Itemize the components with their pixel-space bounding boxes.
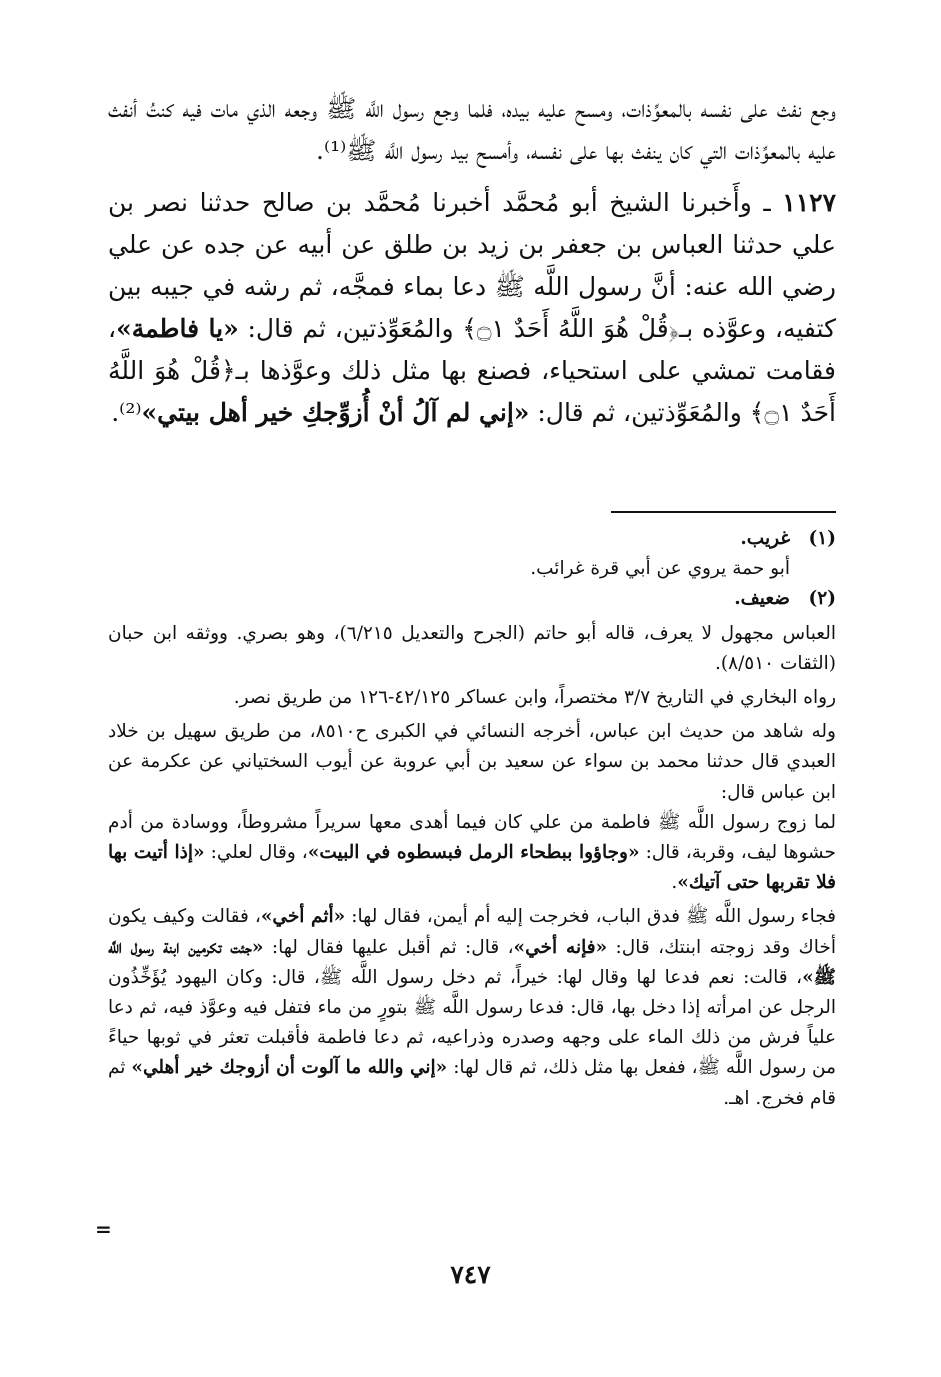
paragraph-continuation: وجع نفث على نفسه بالمعوِّذات، ومسح عليه بيده، فلما وجع رسول اللَّه ﷺ وجعه الذي مات فيه كنتُ أنفث عليه بالمعوِّذات التي كان ينفث بها على نفسه، وأمسح بيد رسول اللَّه ﷺ⁽¹⁾.: [108, 94, 836, 165]
hadith-number: ١١٢٧: [782, 188, 836, 217]
footnote-text: ، قالت: نعم فدعا لها وقال لها: خيراً، ثم دخل رسول اللَّه ﷺ، قال: وكان اليهود يُؤَخِّذُون الرجل عن امرأته إذا دخل بها، قال: فدعا رسول اللَّه ﷺ بتورٍ من ماء فتفل فيه وعوَّذ فيه، ثم دعا علياً فرش من ذلك الماء على وجهه وصدره وذراعيه، ثم دعا فاطمة فأقبلت تعثر في ثوبها حياءً من رسول اللَّه ﷺ، ففعل بها مثل ذلك، ثم قال لها:: [108, 966, 836, 1079]
footnote-2-paragraph: وله شاهد من حديث ابن عباس، أخرجه النسائي في الكبرى ح٨٥١٠، من طريق سهيل بن خلاد العبدي قال حدثنا محمد بن سواء عن سعيد بن أبي عروبة عن أيوب السختياني عن عكرمة عن ابن عباس قال:: [108, 721, 836, 803]
footnote-1-header: [108, 524, 836, 554]
footnote-text: ، وقال لعلي:: [204, 842, 308, 864]
footnote-quote: «فإنه أخي»: [513, 936, 608, 958]
footnote-text: فجاء رسول اللَّه ﷺ فدق الباب، فخرجت إليه أم أيمن، فقال لها:: [345, 906, 836, 928]
footnote-quote: «أثم أخي»: [260, 906, 346, 928]
hadith-quote: «إني لم آلُ أنْ أُزوِّجكِ خير أهل بيتي»: [141, 398, 530, 427]
footnote-1-text: أبو حمة يروي عن أبي قرة غرائب.: [530, 558, 790, 580]
footnote-grade: غريب.: [740, 528, 790, 549]
footnote-text: ، قال: ثم أقبل عليها فقال لها:: [263, 936, 514, 958]
footnote-grade: ضعيف.: [734, 588, 790, 610]
footnote-text: .: [671, 872, 678, 894]
paragraph-hadith: [108, 182, 836, 434]
footnote-marker: (٢): [808, 588, 836, 610]
footnote-divider: [611, 511, 836, 513]
page-number: ٧٤٧: [450, 1260, 491, 1289]
footnote-text: ثم قام فخرج. اهـ.: [108, 1057, 836, 1109]
continuation-mark: =: [95, 1217, 112, 1241]
hadith-quote: «يا فاطمة»: [116, 314, 239, 343]
hadith-text: ، فقامت تمشي على استحياء، فصنع بها مثل ذلك وعوَّذها بـ﴿قُلْ هُوَ اللَّهُ أَحَدٌ ۝١﴾ والمُعَوِّذتين، ثم قال:: [108, 314, 836, 427]
footnote-quote: «جئت تكرمين ابنة رسول اللَّه ﷺ»: [108, 936, 836, 988]
hadith-text: ـ وأَخبرنا الشيخ أبو مُحمَّد أخبرنا مُحمَّد بن صالح حدثنا نصر بن علي حدثنا العباس بن جعفر بن زيد بن طلق عن أبيه عن جده عن علي رضي الله عنه: أنَّ رسول اللَّه ﷺ دعا بماء فمجَّه، ثم رشه في جيبه بين كتفيه، وعوَّذه بـ﴿قُلْ هُوَ اللَّهُ أَحَدٌ ۝١﴾ والمُعَوِّذتين، ثم قال:: [108, 188, 836, 343]
footnote-2-paragraph: [108, 808, 836, 899]
footnotes: [108, 524, 836, 1114]
footnote-marker: (١): [808, 528, 836, 549]
footnote-quote: «إني والله ما آلوت أن أزوجك خير أهلي»: [131, 1057, 448, 1079]
footnote-quote: «إذا أتيت بها فلا تقربها حتى آتيك»: [108, 842, 836, 894]
footnote-2-paragraph: [108, 902, 836, 1113]
footnote-2-paragraph: رواه البخاري في التاريخ ٣/٧ مختصراً، وابن عساكر ٤٢/١٢٥-١٢٦ من طريق نصر.: [233, 687, 836, 709]
main-text: [108, 88, 836, 448]
footnote-2-header: [108, 584, 836, 614]
footnote-2-paragraph: العباس مجهول لا يعرف، قاله أبو حاتم (الجرح والتعديل ٦/٢١٥)، وهو بصري. ووثقه ابن حبان (الثقات ٨/٥١٠).: [108, 622, 836, 674]
footnote-quote: «وجاؤوا ببطحاء الرمل فبسطوه في البيت»: [307, 842, 640, 864]
footnote-text: ، فقالت وكيف يكون أخاك وقد زوجته ابنتك، قال:: [108, 906, 837, 958]
footnote-ref: ⁽²⁾.: [111, 398, 142, 427]
footnote-text: لما زوج رسول اللَّه ﷺ فاطمة من علي كان فيما أهدى معها سريراً مشروطاً، ووسادة من أدم حشوها ليف، وقربة، قال:: [108, 811, 836, 864]
